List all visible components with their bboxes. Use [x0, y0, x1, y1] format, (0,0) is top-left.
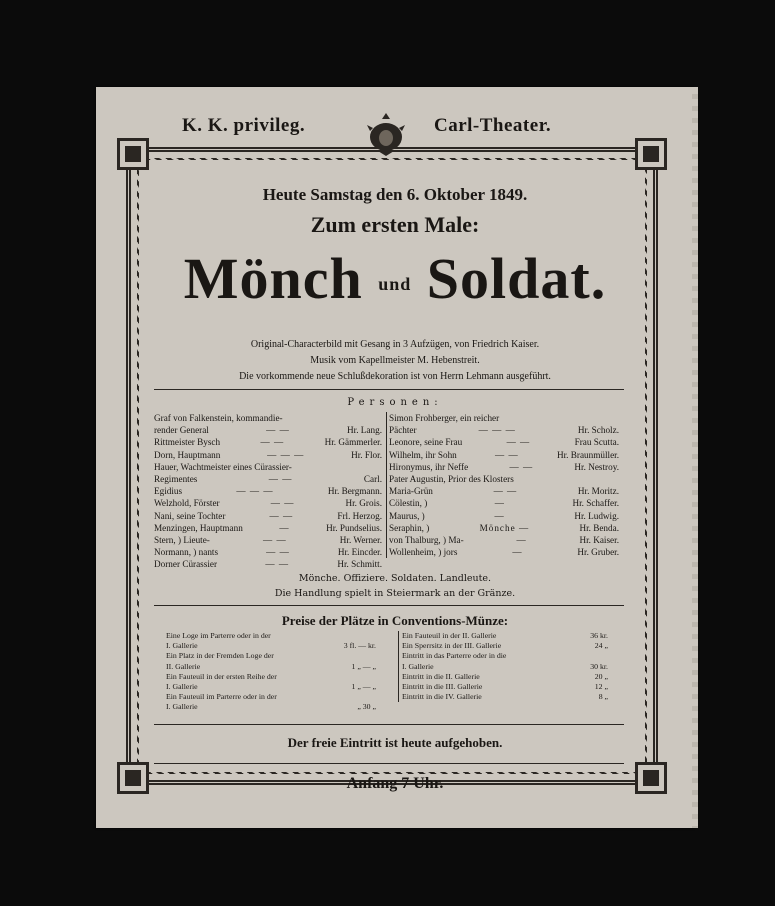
border-corner	[635, 138, 667, 170]
cast-dash	[292, 461, 382, 473]
personen-heading: Personen:	[347, 397, 443, 408]
cast-role: Menzingen, Hauptmann	[154, 522, 243, 533]
header-theater: Carl-Theater.	[434, 115, 552, 136]
cast-dash: — — —	[236, 486, 274, 497]
prices-list-right	[398, 631, 608, 702]
price-label: Eine Loge im Parterre oder in der	[166, 631, 271, 640]
price-label: Eintritt in die IV. Gallerie	[402, 692, 482, 702]
cast-dash: — —	[265, 559, 290, 570]
cast-actor: Hr. Eincder.	[337, 547, 382, 558]
subtitle-music: Musik vom Kapellmeister M. Hebenstreit.	[310, 355, 480, 366]
cast-dash: — — —	[478, 425, 516, 436]
price-row	[166, 702, 376, 712]
cast-row	[389, 461, 619, 473]
cast-actor: Hr. Scholz.	[577, 425, 619, 436]
cast-row	[389, 534, 619, 546]
price-label: Ein Fauteuil in der II. Gallerie	[402, 631, 497, 640]
title-part-2: Soldat.	[426, 246, 607, 311]
cast-role: Welzhold, Förster	[154, 498, 220, 509]
cast-role: Maria-Grün	[389, 486, 433, 497]
cast-actor: Hr. Gämmerler.	[324, 437, 382, 448]
cast-dash: —	[516, 535, 527, 546]
cast-actor: Hr. Braunmüller.	[556, 449, 619, 460]
cast-row	[389, 449, 619, 461]
price-label: I. Gallerie	[402, 661, 434, 671]
title-und: und	[378, 274, 412, 295]
cast-actor: Frau Scutta.	[574, 437, 619, 448]
cast-actor: Hr. Schmitt.	[337, 559, 382, 570]
price-label: I. Gallerie	[166, 682, 198, 692]
playbill-paper	[96, 87, 694, 828]
cast-actor: Hr. Kaiser.	[579, 535, 619, 546]
cast-dash: Mönche —	[479, 522, 530, 533]
price-row	[166, 651, 376, 661]
cast-role: Rittmeister Bysch	[154, 437, 221, 448]
price-amount	[316, 672, 376, 682]
cast-row	[154, 546, 382, 558]
price-amount	[548, 651, 608, 661]
price-row	[402, 692, 608, 702]
cast-row	[154, 436, 382, 448]
price-row	[402, 651, 608, 661]
cast-dash	[514, 473, 619, 485]
price-row	[402, 662, 608, 672]
cast-row	[154, 510, 382, 522]
cast-role: Wollenheim, ) jors	[389, 547, 458, 558]
price-label: Ein Sperrsitz in der III. Gallerie	[402, 641, 502, 651]
cast-row	[389, 546, 619, 558]
cast-actor: Hr. Lang.	[347, 425, 382, 436]
cast-dash: — —	[266, 425, 290, 436]
cast-role: Simon Frohberger, ein reicher	[389, 413, 500, 423]
cast-dash: —	[494, 498, 505, 509]
price-row	[166, 692, 376, 702]
cast-row	[154, 485, 382, 497]
price-amount: 8 „	[598, 692, 608, 702]
border-corner	[117, 138, 149, 170]
cast-actor: Hr. Benda.	[579, 522, 619, 533]
cast-list-right	[386, 412, 619, 558]
price-amount: 20 „	[594, 671, 608, 681]
price-amount: 1 „ — „	[351, 661, 376, 671]
title-part-1: Mönch	[183, 246, 363, 311]
cast-row	[154, 558, 382, 570]
cast-role: Egidius	[154, 486, 183, 497]
cast-dash: — — —	[267, 449, 305, 460]
start-time: Anfang 7 Uhr.	[346, 775, 444, 792]
cast-role: Nani, seine Tochter	[154, 510, 226, 521]
cast-dash: — —	[495, 449, 519, 460]
play-title	[96, 245, 694, 312]
cast-row	[154, 473, 382, 485]
cast-role: von Thalburg, ) Ma-	[389, 535, 464, 546]
price-row	[402, 641, 608, 651]
divider	[154, 724, 624, 725]
cast-actor: Hr. Flor.	[351, 449, 382, 460]
price-row	[166, 641, 376, 651]
cast-dash: — —	[266, 547, 290, 558]
cast-dash: —	[494, 510, 505, 521]
cast-dash	[283, 412, 382, 424]
free-entry-notice: Der freie Eintritt ist heute aufgehoben.	[287, 735, 503, 750]
cast-dash: — —	[506, 437, 531, 448]
prices-heading: Preise der Plätze in Conventions-Münze:	[281, 613, 509, 628]
price-amount	[316, 651, 376, 661]
cast-role: Wilhelm, ihr Sohn	[389, 449, 457, 460]
price-label: I. Gallerie	[166, 641, 198, 651]
subtitle-genre: Original-Characterbild mit Gesang in 3 Aufzügen, von Friedrich Kaiser.	[250, 339, 540, 350]
divider	[154, 763, 624, 764]
price-amount: 36 kr.	[590, 631, 608, 640]
price-amount: 12 „	[594, 682, 608, 692]
cast-actor: Hr. Nestroy.	[574, 461, 619, 472]
price-label: Eintritt in die III. Gallerie	[402, 682, 483, 692]
price-amount: 30 kr.	[590, 661, 608, 671]
cast-row	[389, 510, 619, 522]
cast-actor: Hr. Pundselius.	[326, 522, 382, 533]
cast-role: Cölestin, )	[389, 498, 428, 509]
price-amount: 24 „	[594, 641, 608, 651]
cast-dash: —	[279, 522, 290, 533]
cast-role: Dorner Cürassier	[154, 559, 218, 570]
cast-role: Seraphin, )	[389, 522, 430, 533]
cast-actor: Hr. Bergmann.	[327, 486, 382, 497]
price-amount	[316, 692, 376, 702]
price-amount: „ 30 „	[357, 702, 376, 712]
price-amount	[316, 631, 376, 641]
cast-dash: —	[512, 547, 523, 558]
cast-dash: — —	[493, 486, 518, 497]
subtitle-decoration: Die vorkommende neue Schlußdekoration ist von Herrn Lehmann ausgeführt.	[239, 371, 551, 382]
cast-role: Hauer, Wachtmeister eines Cürassier-	[154, 461, 292, 472]
cast-row	[389, 485, 619, 497]
price-label: Eintritt in die II. Gallerie	[402, 671, 480, 681]
cast-dash: — —	[270, 498, 295, 509]
price-row	[166, 662, 376, 672]
cast-actor: Frl. Herzog.	[337, 510, 382, 521]
price-label: II. Gallerie	[166, 661, 201, 671]
cast-dash: — —	[262, 535, 287, 546]
price-label: Eintritt in das Parterre oder in die	[402, 651, 507, 661]
performance-date: Heute Samstag den 6. Oktober 1849.	[262, 185, 528, 204]
cast-row	[154, 461, 382, 473]
price-row	[166, 682, 376, 692]
prices-list-left	[166, 631, 376, 713]
premiere-note: Zum ersten Male:	[310, 212, 480, 237]
extras-line: Mönche. Offiziere. Soldaten. Landleute.	[298, 573, 492, 584]
cast-role: Hironymus, ihr Neffe	[389, 461, 469, 472]
cast-role: Dorn, Hauptmann	[154, 449, 221, 460]
price-amount: 3 fl. — kr.	[343, 641, 376, 651]
cast-role: Leonore, seine Frau	[389, 437, 463, 448]
price-row	[166, 631, 376, 641]
header-privileg: K. K. privileg.	[182, 115, 306, 136]
cast-row	[389, 497, 619, 509]
cast-actor: Hr. Werner.	[339, 535, 382, 546]
cast-row	[389, 436, 619, 448]
cast-role: Regimentes	[154, 474, 198, 485]
cast-role: Pater Augustin, Prior des Klosters	[389, 474, 514, 485]
price-row	[402, 631, 608, 641]
cast-role: render General	[154, 425, 209, 436]
cast-row	[389, 522, 619, 534]
cast-row	[389, 412, 619, 424]
divider	[154, 389, 624, 390]
cast-actor: Hr. Moritz.	[577, 486, 619, 497]
cast-role: Pächter	[389, 425, 417, 436]
cast-row	[154, 412, 382, 424]
cast-dash: — —	[268, 474, 293, 485]
price-label: I. Gallerie	[166, 702, 198, 712]
price-row	[402, 682, 608, 692]
price-row	[402, 672, 608, 682]
price-amount: 1 „ — „	[351, 682, 376, 692]
cast-row	[154, 522, 382, 534]
cast-row	[389, 473, 619, 485]
cast-actor: Carl.	[363, 474, 382, 485]
cast-role: Maurus, )	[389, 510, 425, 521]
price-label: Ein Fauteuil in der ersten Reihe der	[166, 671, 277, 681]
cast-role: Graf von Falkenstein, kommandie-	[154, 413, 283, 423]
setting-line: Die Handlung spielt in Steiermark an der Gränze.	[274, 588, 516, 599]
cast-list-left	[154, 412, 382, 571]
cast-dash: — —	[269, 510, 294, 521]
cast-dash: — —	[509, 461, 534, 472]
divider	[154, 605, 624, 606]
cast-dash	[499, 412, 619, 424]
cast-row	[154, 534, 382, 546]
cast-row	[154, 424, 382, 436]
price-label: Ein Platz in der Fremden Loge der	[166, 651, 274, 661]
cast-row	[154, 497, 382, 509]
cast-role: Stern, ) Lieute-	[154, 535, 210, 546]
cast-actor: Hr. Schaffer.	[572, 498, 619, 509]
cast-row	[154, 449, 382, 461]
cast-role: Normann, ) nants	[154, 547, 219, 558]
cast-actor: Hr. Grois.	[345, 498, 382, 509]
price-label: Ein Fauteuil im Parterre oder in der	[166, 692, 277, 702]
price-row	[166, 672, 376, 682]
cast-actor: Hr. Ludwig.	[574, 510, 619, 521]
cast-dash: — —	[260, 437, 285, 448]
cast-actor: Hr. Gruber.	[577, 547, 619, 558]
cast-row	[389, 424, 619, 436]
